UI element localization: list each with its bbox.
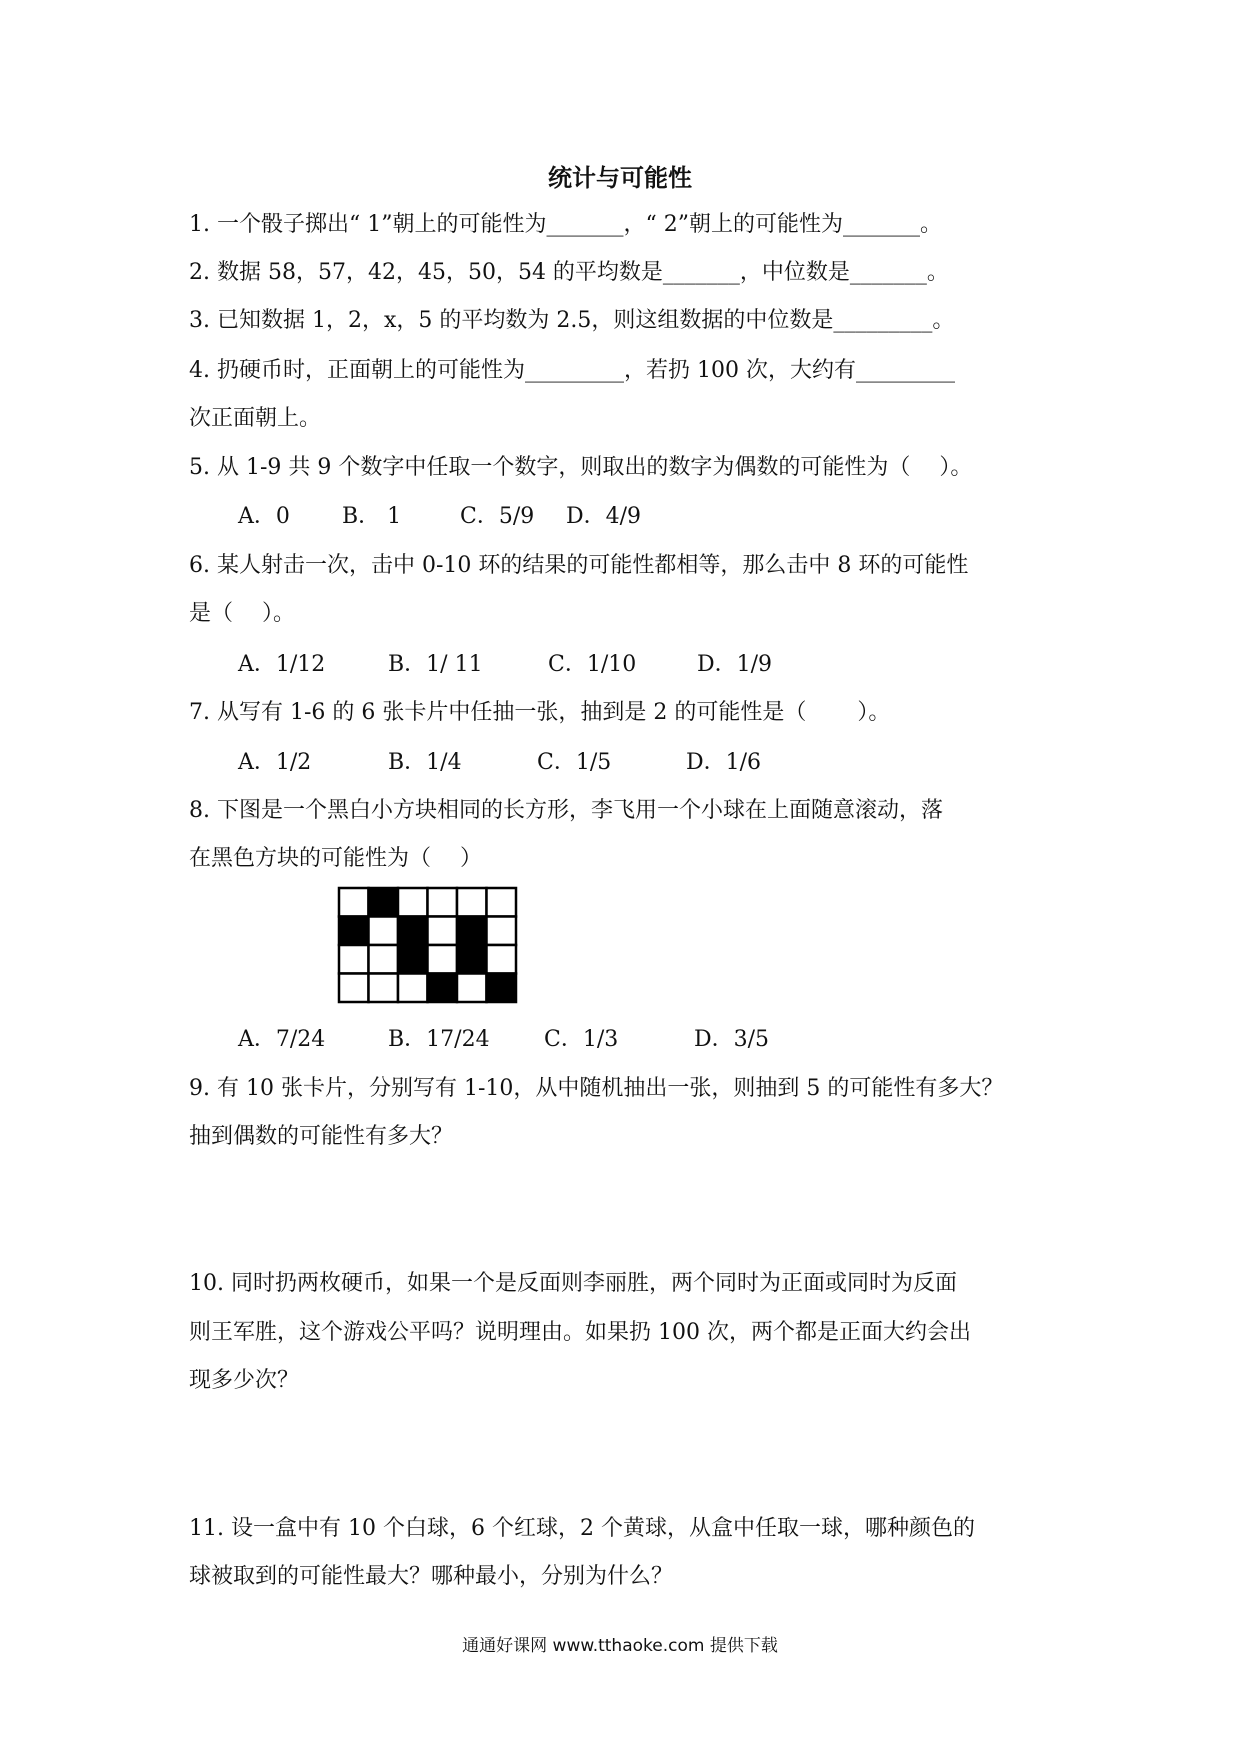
question-10-cont-1: 则王军胜，这个游戏公平吗？说明理由。如果扔 100 次，两个都是正面大约会出 <box>189 1320 971 1345</box>
question-8-cont: 在黑色方块的可能性为（ ） <box>189 846 482 871</box>
grid-cell <box>339 888 369 917</box>
question-6: 6. 某人射击一次，击中 0-10 环的结果的可能性都相等，那么击中 8 环的可能性 <box>189 553 969 578</box>
grid-cell <box>457 888 487 917</box>
question-9-cont: 抽到偶数的可能性有多大？ <box>189 1124 454 1149</box>
q5-option-c: C．5/9 <box>460 504 535 529</box>
grid-cell <box>398 888 428 917</box>
question-4-cont: 次正面朝上。 <box>189 406 322 431</box>
q6-option-a: A．1/12 <box>238 652 326 677</box>
grid-cell <box>339 917 369 946</box>
footer-credit: 通通好课网 www.tthaoke.com 提供下载 <box>462 1636 778 1656</box>
question-2: 2. 数据 58，57，42，45，50，54 的平均数是_______，中位数是_______。 <box>189 260 949 285</box>
grid-cell <box>369 945 399 974</box>
grid-cell <box>457 917 487 946</box>
question-7: 7. 从写有 1-6 的 6 张卡片中任抽一张，抽到是 2 的可能性是（ ）。 <box>189 700 891 725</box>
q8-option-b: B．17/24 <box>388 1027 490 1052</box>
grid-cell <box>339 945 369 974</box>
question-9: 9. 有 10 张卡片，分别写有 1-10，从中随机抽出一张，则抽到 5 的可能性有多大？ <box>189 1076 1004 1101</box>
question-6-cont: 是（ ）。 <box>189 601 295 626</box>
grid-cell <box>487 888 517 917</box>
q8-option-d: D．3/5 <box>694 1027 770 1052</box>
page-title: 统计与可能性 <box>548 164 692 192</box>
q5-option-b: B． 1 <box>342 504 402 529</box>
grid-cell <box>369 917 399 946</box>
q8-option-c: C．1/3 <box>544 1027 619 1052</box>
grid-cell <box>369 974 399 1003</box>
grid-cell <box>428 945 458 974</box>
q5-option-d: D．4/9 <box>566 504 642 529</box>
grid-cell <box>487 974 517 1003</box>
grid-cell <box>398 917 428 946</box>
question-4: 4. 扔硬币时，正面朝上的可能性为_________，若扔 100 次，大约有_________ <box>189 358 955 383</box>
grid-cell <box>369 888 399 917</box>
question-5: 5. 从 1-9 共 9 个数字中任取一个数字，则取出的数字为偶数的可能性为（ ）。 <box>189 455 973 480</box>
q7-option-b: B．1/4 <box>388 750 462 775</box>
q6-option-c: C．1/10 <box>548 652 637 677</box>
question-10: 10. 同时扔两枚硬币，如果一个是反面则李丽胜，两个同时为正面或同时为反面 <box>189 1271 957 1296</box>
grid-cell <box>457 945 487 974</box>
grid-cell <box>398 945 428 974</box>
grid-cell <box>339 974 369 1003</box>
q6-option-d: D．1/9 <box>697 652 773 677</box>
question-1: 1. 一个骰子掷出“ 1”朝上的可能性为_______，“ 2”朝上的可能性为_______。 <box>189 212 942 237</box>
grid-cell <box>457 974 487 1003</box>
grid-cell <box>398 974 428 1003</box>
q5-option-a: A．0 <box>238 504 290 529</box>
grid-cell <box>428 974 458 1003</box>
question-11-cont: 球被取到的可能性最大？哪种最小，分别为什么？ <box>189 1564 674 1589</box>
question-10-cont-2: 现多少次？ <box>189 1368 300 1393</box>
q7-option-d: D．1/6 <box>686 750 762 775</box>
grid-cell <box>487 917 517 946</box>
question-11: 11. 设一盒中有 10 个白球，6 个红球，2 个黄球，从盒中任取一球，哪种颜色的 <box>189 1516 975 1541</box>
q7-option-c: C．1/5 <box>537 750 612 775</box>
black-white-grid-figure <box>337 886 519 1006</box>
q6-option-b: B．1/ 11 <box>388 652 483 677</box>
question-3: 3. 已知数据 1，2，x，5 的平均数为 2.5，则这组数据的中位数是_________。 <box>189 308 955 333</box>
q8-option-a: A．7/24 <box>238 1027 326 1052</box>
question-8: 8. 下图是一个黑白小方块相同的长方形，李飞用一个小球在上面随意滚动，落 <box>189 798 943 823</box>
grid-cell <box>428 888 458 917</box>
q7-option-a: A．1/2 <box>238 750 312 775</box>
grid-cell <box>487 945 517 974</box>
grid-cell <box>428 917 458 946</box>
